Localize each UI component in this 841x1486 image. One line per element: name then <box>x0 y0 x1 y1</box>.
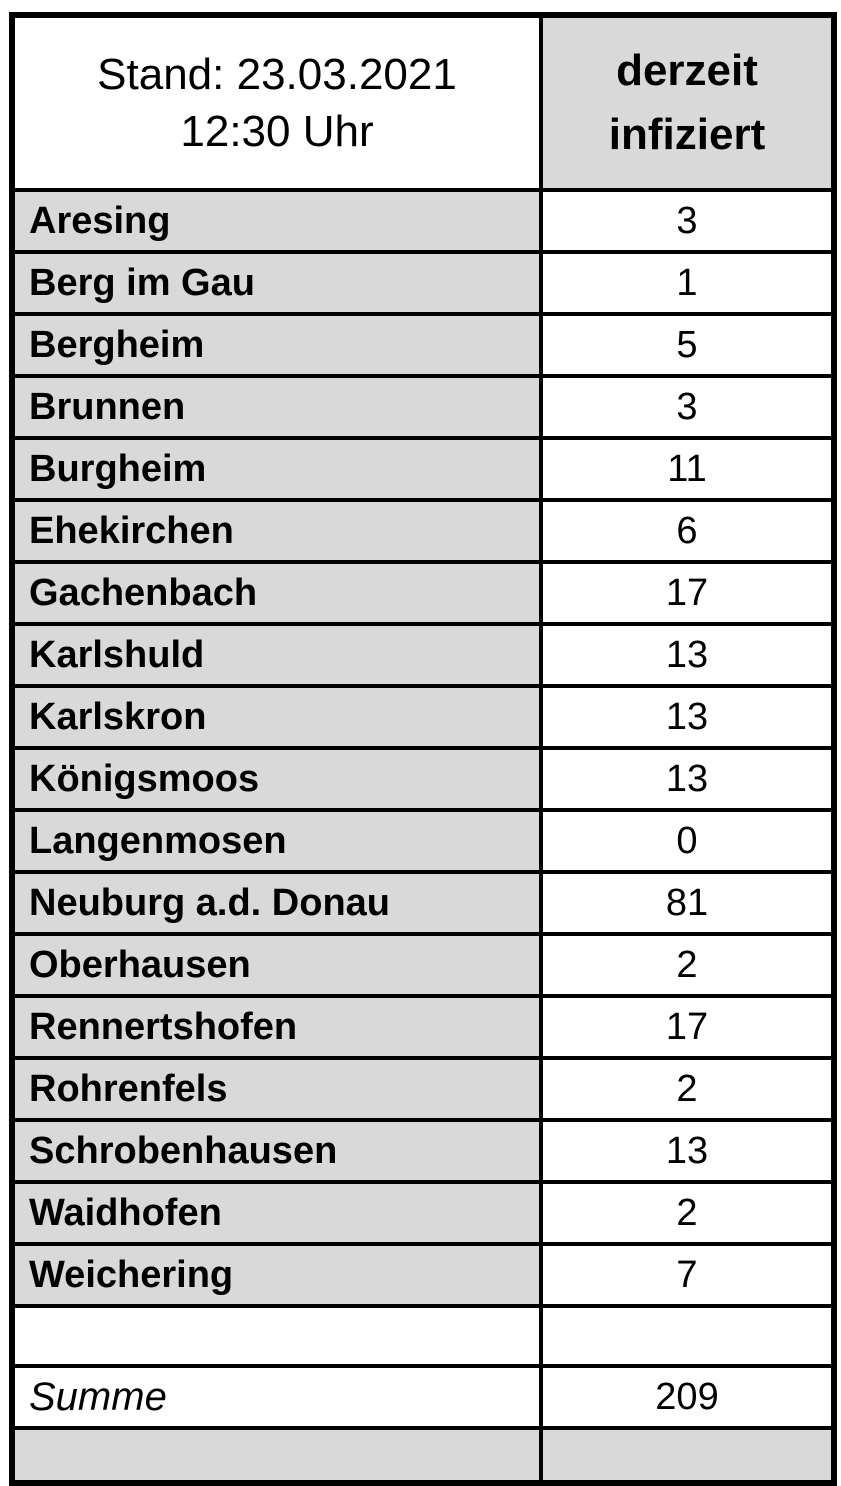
summary-row <box>12 1366 834 1428</box>
table-row <box>12 314 834 376</box>
table-row <box>12 996 834 1058</box>
summary-label-cell: Summe <box>12 1366 541 1428</box>
report-date-header <box>12 15 541 190</box>
infection-table <box>9 12 837 1486</box>
table-row <box>12 1244 834 1306</box>
municipality-name-cell: Königsmoos <box>12 748 541 810</box>
municipality-name-cell: Karlshuld <box>12 624 541 686</box>
municipality-name-cell: Langenmosen <box>12 810 541 872</box>
municipality-name-cell: Berg im Gau <box>12 252 541 314</box>
table-row <box>12 376 834 438</box>
infected-count-cell: 3 <box>541 376 834 438</box>
table-row <box>12 1120 834 1182</box>
table-row <box>12 624 834 686</box>
report-date-line2: 12:30 Uhr <box>180 107 374 156</box>
municipality-name-cell: Weichering <box>12 1244 541 1306</box>
municipality-name-cell: Gachenbach <box>12 562 541 624</box>
table-row <box>12 748 834 810</box>
table-row <box>12 252 834 314</box>
municipality-name-cell: Ehekirchen <box>12 500 541 562</box>
table-row <box>12 686 834 748</box>
infected-count-cell: 2 <box>541 1058 834 1120</box>
municipality-name-cell: Karlskron <box>12 686 541 748</box>
table-row <box>12 1182 834 1244</box>
table-row <box>12 872 834 934</box>
infected-count-cell: 13 <box>541 686 834 748</box>
spacer-cell-right <box>541 1306 834 1366</box>
infected-count-cell: 3 <box>541 190 834 252</box>
spacer-cell-left <box>12 1306 541 1366</box>
bottom-partial-cell-left <box>12 1428 541 1483</box>
infected-header-line2: infiziert <box>608 110 766 159</box>
municipality-name-cell: Rennertshofen <box>12 996 541 1058</box>
table-row <box>12 562 834 624</box>
spacer-row <box>12 1306 834 1366</box>
infected-count-cell: 5 <box>541 314 834 376</box>
infected-count-cell: 13 <box>541 1120 834 1182</box>
infected-count-cell: 13 <box>541 748 834 810</box>
infected-count-cell: 0 <box>541 810 834 872</box>
table-row <box>12 438 834 500</box>
infected-count-cell: 11 <box>541 438 834 500</box>
table-row <box>12 500 834 562</box>
infected-count-cell: 2 <box>541 934 834 996</box>
infection-table-container <box>9 12 837 1486</box>
report-date-line1: Stand: 23.03.2021 <box>97 50 457 99</box>
infected-column-header <box>541 15 834 190</box>
table-row <box>12 810 834 872</box>
bottom-partial-row <box>12 1428 834 1483</box>
infected-count-cell: 17 <box>541 996 834 1058</box>
municipality-name-cell: Brunnen <box>12 376 541 438</box>
municipality-name-cell: Waidhofen <box>12 1182 541 1244</box>
infected-count-cell: 81 <box>541 872 834 934</box>
table-row <box>12 190 834 252</box>
table-row <box>12 1058 834 1120</box>
infected-count-cell: 17 <box>541 562 834 624</box>
infected-count-cell: 1 <box>541 252 834 314</box>
bottom-partial-cell-right <box>541 1428 834 1483</box>
summary-value-cell: 209 <box>541 1366 834 1428</box>
municipality-name-cell: Aresing <box>12 190 541 252</box>
infected-count-cell: 7 <box>541 1244 834 1306</box>
municipality-name-cell: Oberhausen <box>12 934 541 996</box>
municipality-name-cell: Rohrenfels <box>12 1058 541 1120</box>
municipality-name-cell: Burgheim <box>12 438 541 500</box>
municipality-name-cell: Neuburg a.d. Donau <box>12 872 541 934</box>
infected-count-cell: 2 <box>541 1182 834 1244</box>
infected-count-cell: 13 <box>541 624 834 686</box>
municipality-name-cell: Schrobenhausen <box>12 1120 541 1182</box>
infected-count-cell: 6 <box>541 500 834 562</box>
municipality-name-cell: Bergheim <box>12 314 541 376</box>
table-row <box>12 934 834 996</box>
header-row <box>12 15 834 190</box>
infected-header-line1: derzeit <box>616 46 758 95</box>
